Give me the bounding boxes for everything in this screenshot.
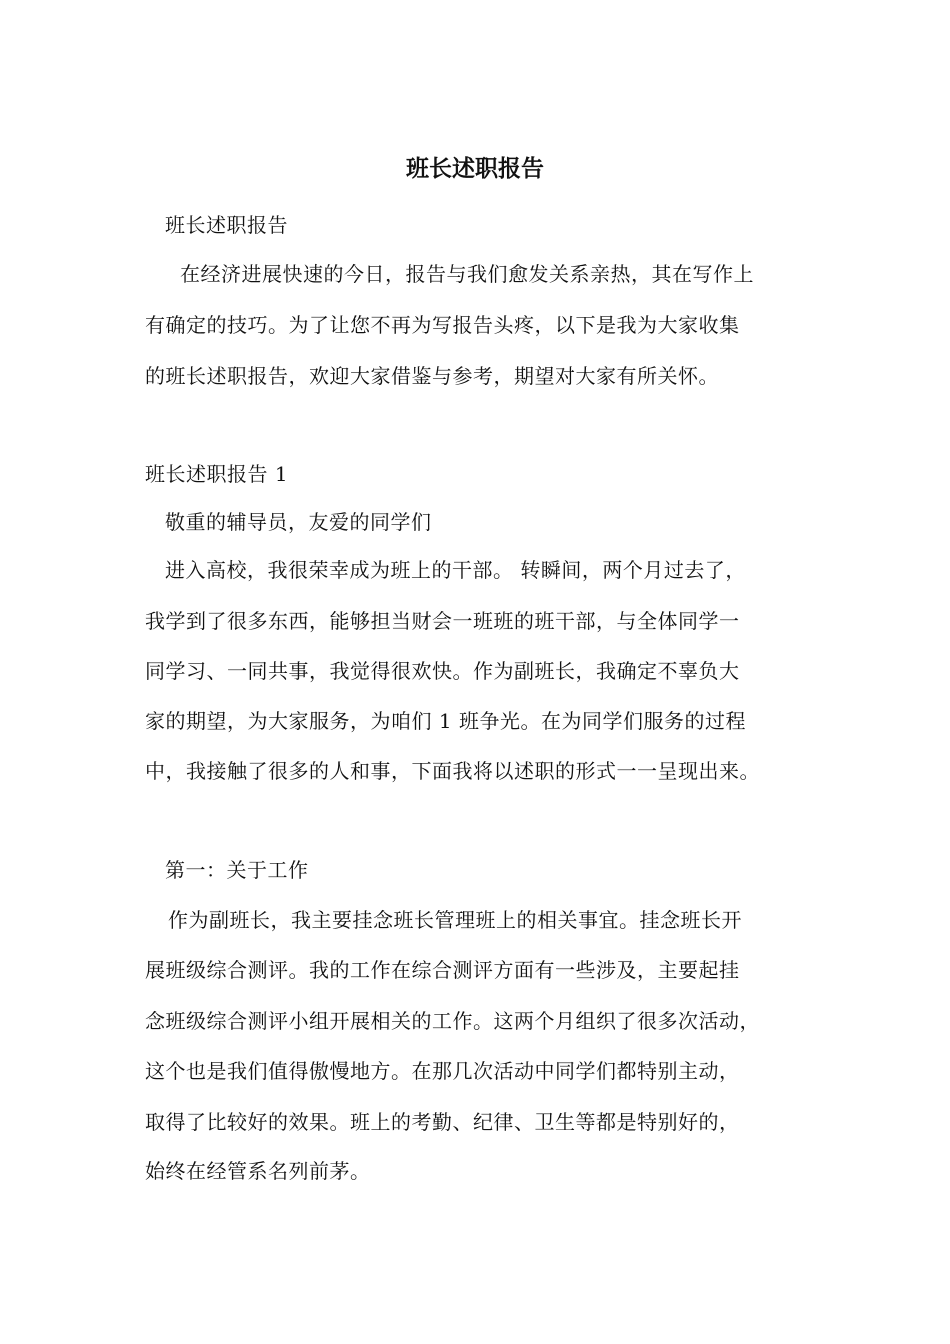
para2-line-5: 取得了比较好的效果。班上的考勤、纪律、卫生等都是特别好的， bbox=[145, 1110, 740, 1134]
part-heading: 第一：关于工作 bbox=[165, 858, 309, 882]
greeting: 敬重的辅导员，友爱的同学们 bbox=[165, 510, 432, 534]
para1-line-4: 家的期望，为大家服务，为咱们 1 班争光。在为同学们服务的过程 bbox=[145, 709, 746, 733]
para1-line-2: 我学到了很多东西，能够担当财会一班班的班干部，与全体同学一 bbox=[145, 609, 740, 633]
intro-line-1: 在经济进展快速的今日，报告与我们愈发关系亲热，其在写作上 bbox=[180, 262, 754, 286]
para2-line-4: 这个也是我们值得傲慢地方。在那几次活动中同学们都特别主动， bbox=[145, 1059, 740, 1083]
document-title: 班长述职报告 bbox=[406, 155, 544, 182]
para1-line-3: 同学习、一同共事，我觉得很欢快。作为副班长，我确定不辜负大 bbox=[145, 659, 740, 683]
para2-line-3: 念班级综合测评小组开展相关的工作。这两个月组织了很多次活动， bbox=[145, 1009, 760, 1033]
para1-line-5: 中，我接触了很多的人和事，下面我将以述职的形式一一呈现出来。 bbox=[145, 759, 760, 783]
intro-line-3: 的班长述职报告，欢迎大家借鉴与参考，期望对大家有所关怀。 bbox=[145, 364, 719, 388]
para1-line-1: 进入高校，我很荣幸成为班上的干部。 转瞬间，两个月过去了， bbox=[165, 558, 746, 582]
document-subtitle: 班长述职报告 bbox=[165, 213, 288, 237]
para2-line-6: 始终在经管系名列前茅。 bbox=[145, 1159, 371, 1183]
para2-line-1: 作为副班长，我主要挂念班长管理班上的相关事宜。挂念班长开 bbox=[168, 908, 742, 932]
para2-line-2: 展班级综合测评。我的工作在综合测评方面有一些涉及，主要起挂 bbox=[145, 958, 740, 982]
intro-line-2: 有确定的技巧。为了让您不再为写报告头疼，以下是我为大家收集 bbox=[145, 313, 740, 337]
section-heading: 班长述职报告 1 bbox=[145, 462, 289, 486]
